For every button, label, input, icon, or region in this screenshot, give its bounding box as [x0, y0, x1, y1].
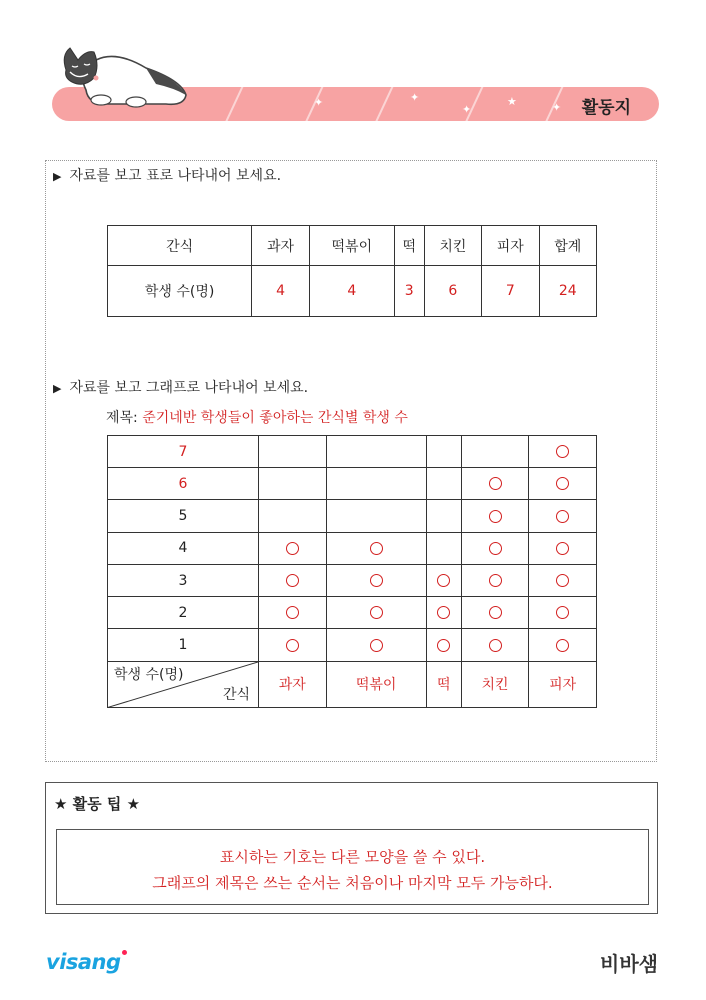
circle-mark-icon [489, 510, 502, 523]
graph-cell [259, 629, 327, 661]
circle-mark-icon [286, 542, 299, 555]
table-header-row [108, 226, 597, 266]
instruction-table: ▶ 자료를 보고 표로 나타내어 보세요. [53, 168, 282, 184]
circle-mark-icon [437, 606, 450, 619]
y-axis-label: 1 [108, 629, 259, 661]
graph-cell [529, 436, 597, 468]
graph-cell [426, 500, 461, 532]
circle-mark-icon [437, 574, 450, 587]
circle-mark-icon [556, 510, 569, 523]
x-axis-title: 간식 [222, 687, 250, 703]
y-axis-label: 4 [108, 532, 259, 564]
tip-line: 표시하는 기호는 다른 모양을 쓸 수 있다. [219, 848, 486, 866]
table-header: 치킨 [424, 226, 481, 266]
graph-row [108, 564, 597, 596]
graph-cell [259, 468, 327, 500]
table-cell: 24 [539, 266, 596, 317]
graph-cell [426, 532, 461, 564]
graph-cell [259, 500, 327, 532]
graph-cell [461, 532, 529, 564]
circle-mark-icon [556, 477, 569, 490]
circle-mark-icon [489, 639, 502, 652]
table-header: 피자 [482, 226, 539, 266]
circle-mark-icon [489, 606, 502, 619]
y-axis-label: 3 [108, 564, 259, 596]
circle-mark-icon [489, 477, 502, 490]
tip-content [56, 829, 649, 905]
graph-cell [326, 500, 426, 532]
graph-cell [426, 436, 461, 468]
axis-corner-cell [108, 661, 259, 707]
graph-row [108, 500, 597, 532]
graph-cell [426, 564, 461, 596]
graph-title-text: 준기네반 학생들이 좋아하는 간식별 학생 수 [142, 410, 408, 426]
graph-category-row [108, 661, 597, 707]
graph-cell [426, 629, 461, 661]
tip-box [45, 782, 658, 914]
table-cell: 6 [424, 266, 481, 317]
graph-cell [326, 629, 426, 661]
graph-cell [326, 532, 426, 564]
graph-cell [326, 564, 426, 596]
triangle-bullet-icon: ▶ [53, 382, 62, 395]
graph-cell [529, 500, 597, 532]
instruction-graph: ▶ 자료를 보고 그래프로 나타내어 보세요. [53, 380, 309, 396]
y-axis-label: 6 [108, 468, 259, 500]
graph-cell [461, 597, 529, 629]
circle-mark-icon [286, 606, 299, 619]
graph-cell [426, 597, 461, 629]
header-banner: ✦ ✦ ✦ ★ ✦ 활동지 [52, 87, 659, 121]
circle-mark-icon [556, 639, 569, 652]
circle-mark-icon [370, 574, 383, 587]
tip-heading: ★ 활동 팁 ★ [54, 795, 141, 813]
table-header: 떡볶이 [309, 226, 394, 266]
table-header: 간식 [108, 226, 252, 266]
graph-cell [326, 468, 426, 500]
circle-mark-icon [370, 542, 383, 555]
graph-title: 제목: 준기네반 학생들이 좋아하는 간식별 학생 수 [106, 410, 408, 426]
graph-row [108, 436, 597, 468]
graph-row [108, 532, 597, 564]
graph-row [108, 629, 597, 661]
graph-cell [529, 597, 597, 629]
graph-cell [529, 629, 597, 661]
row-label: 학생 수(명) [108, 266, 252, 317]
category-label: 과자 [259, 661, 327, 707]
circle-mark-icon [437, 639, 450, 652]
category-label: 치킨 [461, 661, 529, 707]
circle-mark-icon [286, 574, 299, 587]
table-header: 과자 [252, 226, 309, 266]
circle-mark-icon [556, 606, 569, 619]
graph-cell [529, 564, 597, 596]
graph-row [108, 597, 597, 629]
table-header: 합계 [539, 226, 596, 266]
graph-cell [326, 436, 426, 468]
tip-line: 그래프의 제목은 쓰는 순서는 처음이나 마지막 모두 가능하다. [152, 874, 553, 892]
circle-mark-icon [489, 574, 502, 587]
cat-illustration [56, 40, 196, 112]
graph-cell [461, 500, 529, 532]
circle-mark-icon [370, 606, 383, 619]
circle-mark-icon [370, 639, 383, 652]
table-row [108, 266, 597, 317]
table-cell: 4 [252, 266, 309, 317]
circle-mark-icon [489, 542, 502, 555]
table-cell: 4 [309, 266, 394, 317]
graph-cell [461, 468, 529, 500]
category-label: 떡 [426, 661, 461, 707]
data-table [107, 225, 597, 317]
graph-cell [461, 629, 529, 661]
category-label: 떡볶이 [326, 661, 426, 707]
y-axis-label: 5 [108, 500, 259, 532]
graph-cell [426, 468, 461, 500]
bibasaem-logo: 비바샘 [600, 952, 658, 976]
y-axis-label: 2 [108, 597, 259, 629]
triangle-bullet-icon: ▶ [53, 170, 62, 183]
category-label: 피자 [529, 661, 597, 707]
graph-cell [461, 564, 529, 596]
graph-cell [529, 532, 597, 564]
pictograph-table [107, 435, 597, 708]
graph-cell [461, 436, 529, 468]
y-axis-label: 7 [108, 436, 259, 468]
circle-mark-icon [556, 445, 569, 458]
graph-cell [259, 564, 327, 596]
visang-logo: visang [46, 950, 127, 974]
circle-mark-icon [286, 639, 299, 652]
graph-cell [326, 597, 426, 629]
page-title: 활동지 [581, 98, 631, 118]
graph-cell [259, 532, 327, 564]
graph-row [108, 468, 597, 500]
table-cell: 7 [482, 266, 539, 317]
table-header: 떡 [394, 226, 424, 266]
y-axis-title: 학생 수(명) [114, 666, 184, 683]
circle-mark-icon [556, 574, 569, 587]
table-cell: 3 [394, 266, 424, 317]
graph-cell [529, 468, 597, 500]
graph-cell [259, 597, 327, 629]
circle-mark-icon [556, 542, 569, 555]
graph-cell [259, 436, 327, 468]
